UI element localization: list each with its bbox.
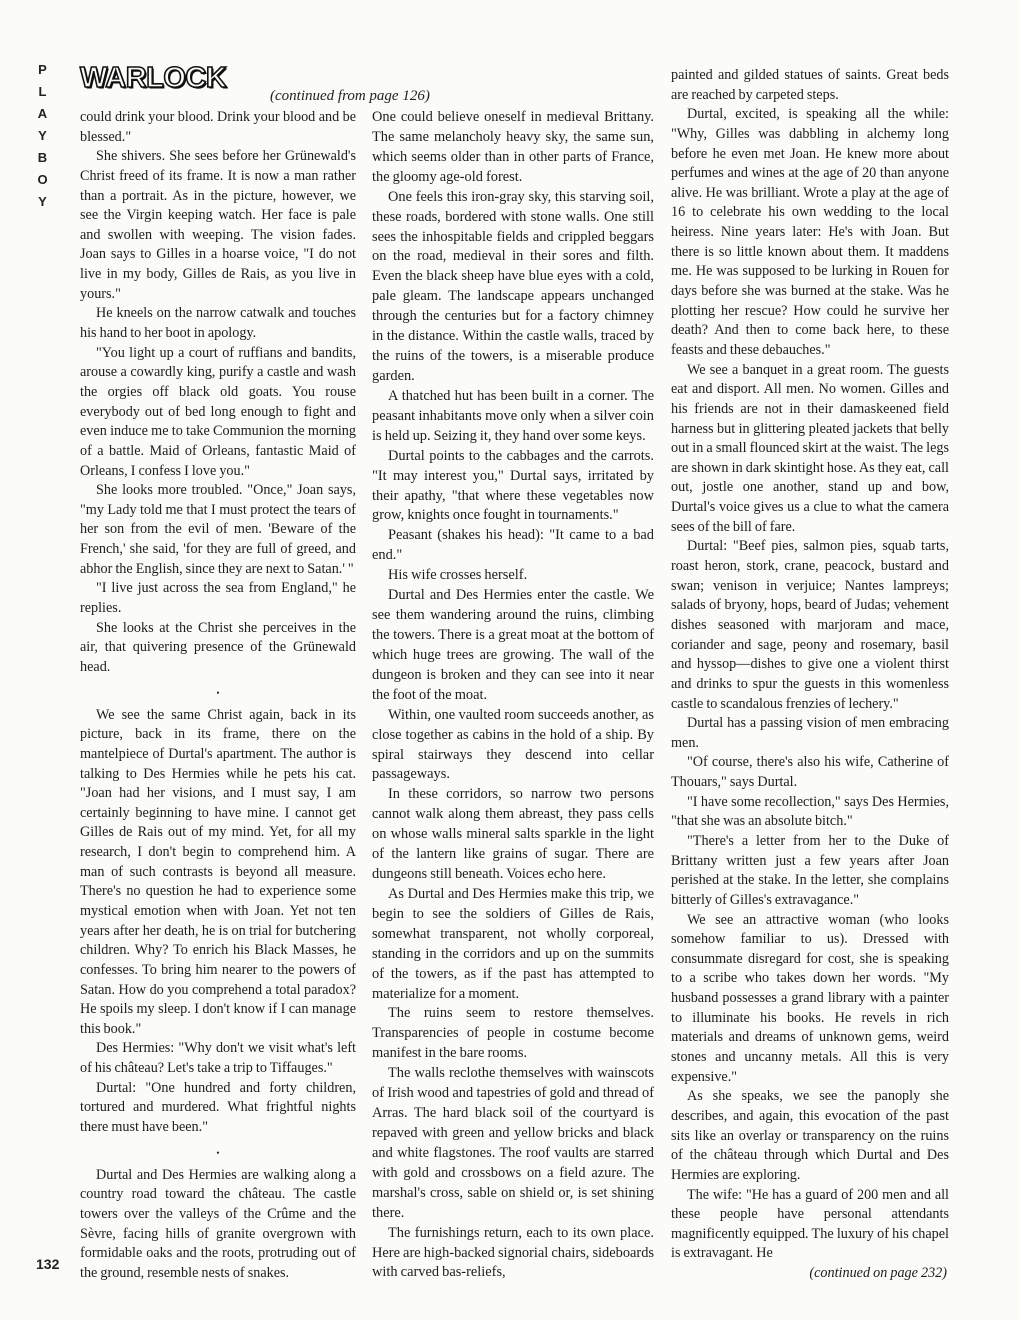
- body-paragraph: One feels this iron-gray sky, this starving soil, these roads, bordered with stone walls. One still sees the inhospitable fields and crippled beggars on the road, medieval in their sores and filth. Even the black sheep have blue eyes with a cold, pale gleam. The landscape appears unchanged through the centuries but for a factory chimney in the distance. Within the castle walls, traced by the ruins of the towers, is a miserable produce garden.: [372, 188, 654, 384]
- section-separator: •: [216, 687, 220, 698]
- body-paragraph: Durtal points to the cabbages and the carrots. "It may interest you," Durtal says, irritated by their apathy, "that where these vegetables now grow, knights once fought in tournaments.": [372, 447, 654, 524]
- body-paragraph: One could believe oneself in medieval Brittany. The same melancholy heavy sky, the same sun, which seems older than in other parts of France, the gloomy age-old forest.: [372, 109, 654, 185]
- section-separator: •: [216, 1147, 220, 1158]
- body-paragraph: We see the same Christ again, back in its picture, back in its frame, there on the mantelpiece of Durtal's apartment. The author is talking to Des Hermies while he pets his cat. "Joan had her visions, and I must say, I am certainly beginning to have mine. I cannot get Gilles de Rais out of my mind. Yet, for all my research, I don't begin to comprehend him. A man of such contrasts is beyond all measure. There's no question he had to experience some mystical emotion when with Joan. Yet not ten years after her death, he is on trial for butchering children. Why? To enrich his Black Masses, he confesses. To bring him nearer to the powers of Satan. How do you comprehend a total paradox? He spoils my sleep. I don't know if I can manage this book.": [80, 706, 356, 1037]
- body-paragraph: Des Hermies: "Why don't we visit what's left of his château? Let's take a trip to Tiffauges.": [80, 1040, 356, 1077]
- body-paragraph: "Of course, there's also his wife, Catherine of Thouars," says Durtal.: [671, 754, 949, 791]
- continued-from-label: (continued from page 126): [270, 88, 430, 104]
- body-paragraph: Within, one vaulted room succeeds another, as close together as cabins in the hold of a ship. By spiral stairways they descend into cellar passageways.: [372, 706, 654, 783]
- text-column-3: [671, 66, 949, 1284]
- body-paragraph: "I live just across the sea from England," he replies.: [80, 580, 356, 617]
- body-paragraph: His wife crosses herself.: [388, 567, 528, 584]
- body-paragraph: She looks more troubled. "Once," Joan says, "my Lady told me that I must protect the tears of her son from the evil of men. 'Beware of the French,' she said, 'for they are full of greed, and abhor the English, since they are next to Satan.' ": [80, 482, 356, 577]
- body-paragraph: Durtal and Des Hermies are walking along a country road toward the château. The castle towers over the valleys of the Crûme and the Sèvre, facing hills of granite overgrown with formidable oaks and the roots, protruding out of the ground, resemble nests of snakes.: [80, 1166, 356, 1281]
- body-paragraph: Durtal has a passing vision of men embracing men.: [671, 715, 949, 751]
- continued-on-label: (continued on page 232): [809, 1265, 947, 1282]
- body-paragraph: "I have some recollection," says Des Hermies, "that she was an absolute bitch.": [671, 793, 949, 830]
- body-paragraph: As she speaks, we see the panoply she describes, and again, this evocation of the past sits like an overlay or transparency on the ruins of the château through which Durtal and Des Hermies are exploring.: [671, 1088, 949, 1183]
- body-paragraph: We see an attractive woman (who looks somehow familiar to us). Dressed with consummate disregard for cost, she is speaking to a scribe who takes down her words. "My husband possesses a grand library with a painter to illuminate his books. He revels in rich materials and dreams of unknown gems, weird stones and uncanny metals. All this is very expensive.": [671, 911, 949, 1085]
- body-paragraph: She shivers. She sees before her Grünewald's Christ freed of its frame. It is now a man rather than a portrait. As in the picture, however, we see the Virgin keeping watch. Her face is pale and swollen with weeping. The vision fades. Joan says to Gilles in a hoarse voice, "I do not live in my body, Gilles de Rais, as you live in yours.": [80, 148, 356, 302]
- body-paragraph: The wife: "He has a guard of 200 men and all these people have personal attendants magnificently equipped. The luxury of his chapel is extravagant. He: [671, 1186, 949, 1262]
- body-paragraph: A thatched hut has been built in a corner. The peasant inhabitants move only when a silver coin is held up. Seizing it, they hand over some keys.: [372, 387, 654, 444]
- body-paragraph: As Durtal and Des Hermies make this trip, we begin to see the soldiers of Gilles de Rais, somewhat transparent, not wholly corporeal, standing in the corridors and up on the summits of the towers, as if the past has attempted to materialize for a moment.: [372, 885, 654, 1002]
- body-paragraph: Peasant (shakes his head): "It came to a bad end.": [372, 527, 654, 564]
- body-paragraph: Durtal, excited, is speaking all the while: "Why, Gilles was dabbling in alchemy long before he even met Joan. He knew more about perfumes and wines at the age of 20 than anyone alive. He was brilliant. Wrote a play at the age of 16 to celebrate his own wedding to the local heiress. Nine years later: He's with Joan. But there is so little known about them. It maddens me. He was supposed to be lurking in Rouen for days before she was burned at the stake. Was he plotting her rescue? How could he survive her death? And then to come back here, to these feasts and these debauches.": [671, 106, 949, 358]
- body-paragraph: "There's a letter from her to the Duke of Brittany written just a few years after Joan perished at the stake. In the letter, she complains bitterly of Gilles's extravagance.": [671, 832, 949, 908]
- body-paragraph: He kneels on the narrow catwalk and touches his hand to her boot in apology.: [80, 305, 356, 342]
- body-paragraph: In these corridors, so narrow two persons cannot walk along them abreast, they pass cells on whose walls mineral salts sparkle in the light of the lantern like grains of sugar. There are dungeons still beneath. Voices echo here.: [372, 786, 654, 883]
- page-number: 132: [36, 1256, 60, 1272]
- body-paragraph: The furnishings return, each to its own place. Here are high-backed signorial chairs, sideboards with carved bas-reliefs,: [372, 1224, 655, 1281]
- body-paragraph: painted and gilded statues of saints. Great beds are reached by carpeted steps.: [671, 67, 949, 103]
- magazine-masthead: PLAYBOY: [35, 62, 50, 216]
- text-column-2: [372, 108, 654, 1283]
- body-paragraph: We see a banquet in a great room. The guests eat and disport. All men. No women. Gilles and his friends are not in their damaskeened field harness but in glittering pleated jackets that belly out in a small flounced skirt at the waist. The legs are shown in dark skintight hose. As they eat, call out, jostle one another, stand up and bow, Durtal's voice gives us a clue to what the camera sees of the bill of fare.: [671, 361, 949, 535]
- body-paragraph: "You light up a court of ruffians and bandits, arouse a cowardly king, purify a castle and wash the orgies off black old goats. You rouse everybody out of bed long enough to fight and even induce me to take Communion the morning of a battle. Maid of Orleans, fantastic Maid of Orleans, I confess I love you.": [80, 344, 356, 479]
- body-paragraph: could drink your blood. Drink your blood and be blessed.": [80, 109, 356, 145]
- body-paragraph: She looks at the Christ she perceives in the air, that quivering presence of the Grünewald head.: [80, 619, 356, 675]
- article-title-logo: WARLOCK: [80, 62, 227, 94]
- text-column-1: [80, 108, 356, 1284]
- body-paragraph: Durtal: "Beef pies, salmon pies, squab tarts, roast heron, stork, crane, peacock, bustard and swan; venison in verjuice; Nantes lampreys; salads of bryony, hops, beard of Judas; vehement dishes seasoned with marjoram and mace, coriander and sage, peony and rosemary, basil and hyssop—dishes to give one a violent thirst and drinks to spur the guests in this womenless castle to scandalous frenzies of lechery.": [671, 538, 949, 712]
- body-paragraph: The ruins seem to restore themselves. Transparencies of people in costume become manifest in the bare rooms.: [372, 1005, 654, 1062]
- body-paragraph: The walls reclothe themselves with wainscots of Irish wood and tapestries of gold and thread of Arras. The hard black soil of the courtyard is repaved with green and yellow bricks and black and white flagstones. The roof vaults are starred with gold and crossbows on a field azure. The marshal's cross, sable on shield or, is set shining there.: [372, 1065, 654, 1221]
- body-paragraph: Durtal and Des Hermies enter the castle. We see them wandering around the ruins, climbing the towers. There is a great moat at the bottom of which huge trees are growing. The wall of the dungeon is broken and they can see into it near the foot of the moat.: [372, 587, 654, 703]
- body-paragraph: Durtal: "One hundred and forty children, tortured and murdered. What frightful nights there must have been.": [80, 1079, 356, 1136]
